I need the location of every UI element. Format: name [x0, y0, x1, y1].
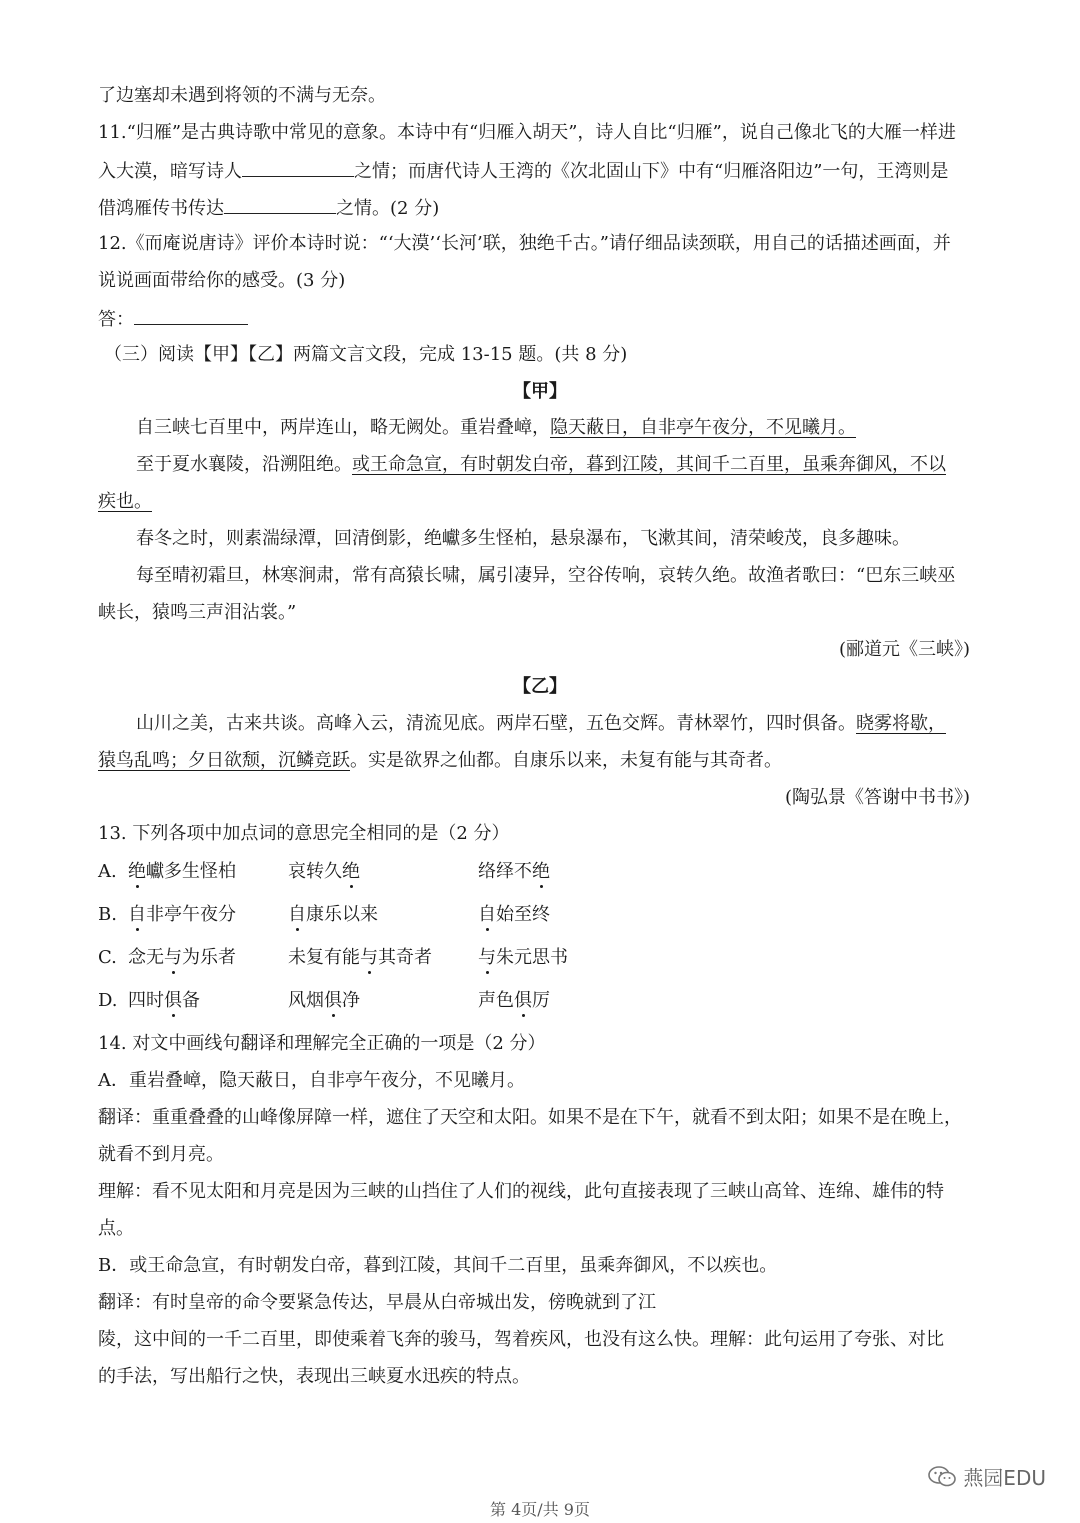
- q11-line2: [98, 158, 948, 184]
- q14-a-understanding-2: 点。: [98, 1218, 134, 1239]
- option-d-item3-post: 厉: [532, 990, 550, 1011]
- option-b-item1-rest: 非亭午夜分: [146, 904, 236, 925]
- option-b-item2-rest: 康乐以来: [306, 904, 378, 925]
- q11-line3-pre: 借鸿雁传书传达: [98, 198, 224, 219]
- dotted-char: 自: [128, 904, 146, 925]
- dotted-char: 与: [360, 947, 378, 968]
- option-a-label: A.: [98, 861, 117, 882]
- q11-blank1[interactable]: [242, 158, 354, 177]
- q14-option-a: A．重岩叠嶂，隐天蔽日，自非亭午夜分，不见曦月。: [98, 1070, 525, 1091]
- yi-source: (陶弘景《答谢中书书》): [784, 787, 970, 808]
- jia-para1: [136, 416, 856, 440]
- option-d-label: D.: [98, 990, 118, 1011]
- q14-a-translation-1: 翻译：重重叠叠的山峰像屏障一样，遮住了天空和太阳。如果不是在下午，就看不到太阳；如果不是在晚上，: [98, 1107, 962, 1128]
- q13-stem: 13. 下列各项中加点词的意思完全相同的是（2 分）: [98, 823, 510, 844]
- option-b-item3: [478, 903, 550, 927]
- option-c-item1-pre: 念无: [128, 947, 164, 968]
- q11-line1: 11.“归雁”是古典诗歌中常见的意象。本诗中有“归雁入胡天”，诗人自比“归雁”，说自己像北飞的大雁一样进: [98, 122, 956, 143]
- jia-p2-underline: 或王命急宣，有时朝发白帝，暮到江陵，其间千二百里，虽乘奔御风，不以: [352, 454, 946, 475]
- section-3-heading: （三）阅读【甲】【乙】两篇文言文段，完成 13-15 题。(共 8 分): [104, 344, 628, 365]
- answer-blank[interactable]: [134, 306, 248, 325]
- q14-a-translation-2: 就看不到月亮。: [98, 1144, 224, 1165]
- jia-para4: 每至晴初霜旦，林寒涧肃，常有高猿长啸，属引凄异，空谷传响，哀转久绝。故渔者歌曰：“巴东三峡巫: [136, 565, 956, 586]
- option-c-item1-post: 为乐者: [182, 947, 236, 968]
- q14-a-understanding-1: 理解：看不见太阳和月亮是因为三峡的山挡住了人们的视线，此句直接表现了三峡山高耸、连绵、雄伟的特: [98, 1181, 944, 1202]
- q13-option-b: [98, 903, 550, 927]
- q14-b-translation-2: 陵，这中间的一千二百里，即使乘着飞奔的骏马，驾着疾风，也没有这么快。理解：此句运用了夸张、对比: [98, 1329, 944, 1350]
- l1: 了边塞却未遇到将领的不满与无奈。: [98, 85, 386, 106]
- dotted-char: 俱: [514, 990, 532, 1011]
- option-a-item3-pre: 络绎不: [478, 861, 532, 882]
- option-c-item2: [288, 946, 432, 970]
- jia-p2-plain: 至于夏水襄陵，沿溯阻绝。: [136, 454, 352, 475]
- option-d-item2-pre: 风烟: [288, 990, 324, 1011]
- jia-para2: [136, 453, 946, 477]
- q13-option-d: [98, 989, 550, 1013]
- q12-line2: 说说画面带给你的感受。(3 分): [98, 270, 346, 291]
- option-c-item2-post: 其奇者: [378, 947, 432, 968]
- dotted-char: 与: [164, 947, 182, 968]
- jia-p1-underline: 隐天蔽日，自非亭午夜分，不见曦月: [550, 417, 838, 438]
- q11-line3: [98, 195, 439, 221]
- option-b-label: B.: [98, 904, 117, 925]
- dotted-char: 绝: [532, 861, 550, 882]
- watermark: [927, 1462, 1046, 1491]
- q14-stem: 14. 对文中画线句翻译和理解完全正确的一项是（2 分）: [98, 1033, 546, 1054]
- dotted-char: 俱: [164, 990, 182, 1011]
- yi-para1-cont: [98, 749, 782, 773]
- jia-source: (郦道元《三峡》): [838, 639, 970, 660]
- passage-jia-title: 【甲】: [513, 381, 567, 402]
- jia-para3: 春冬之时，则素湍绿潭，回清倒影，绝巘多生怪柏，悬泉瀑布，飞漱其间，清荣峻茂，良多趣味。: [136, 528, 910, 549]
- passage-yi-title: 【乙】: [513, 676, 567, 697]
- dotted-char: 与: [478, 947, 496, 968]
- yi-p1-underline: 晓雾将歇，: [856, 713, 946, 734]
- option-d-item1: [128, 989, 200, 1013]
- dotted-char: 俱: [324, 990, 342, 1011]
- option-c-item2-pre: 未复有能: [288, 947, 360, 968]
- q14-b-translation-3: 的手法，写出船行之快，表现出三峡夏水迅疾的特点。: [98, 1366, 530, 1387]
- yi-p1b-underline: 猿鸟乱鸣；夕日欲颓，沉鳞竞跃: [98, 750, 350, 771]
- option-d-item2-post: 净: [342, 990, 360, 1011]
- option-a-item1: [128, 860, 236, 884]
- jia-p1-end: 。: [838, 417, 856, 438]
- option-d-item3: [478, 989, 550, 1013]
- option-a-item2: [288, 860, 360, 884]
- wechat-icon: [927, 1464, 957, 1490]
- option-b-item2: [288, 903, 378, 927]
- option-c-item3-rest: 朱元思书: [496, 947, 568, 968]
- option-d-item3-pre: 声色: [478, 990, 514, 1011]
- q13-option-c: [98, 946, 568, 970]
- dotted-char: 自: [478, 904, 496, 925]
- q12-line1: 12.《而庵说唐诗》评价本诗时说：“‘大漠’‘长河’联，独绝千古。”请仔细品读颈联，用自己的话描述画面，并: [98, 233, 951, 254]
- option-d-item1-pre: 四时: [128, 990, 164, 1011]
- yi-p1b-plain: 。实是欲界之仙都。自康乐以来，未复有能与其奇者。: [350, 750, 782, 771]
- option-b-item1: [128, 903, 236, 927]
- answer-line: [98, 306, 248, 332]
- option-c-item3: [478, 946, 568, 970]
- option-d-item2: [288, 989, 360, 1013]
- jia-p2b-underline: 疾也。: [98, 491, 152, 512]
- q11-line2-pre: 入大漠，暗写诗人: [98, 161, 242, 182]
- jia-para2-cont: [98, 490, 152, 514]
- yi-para1: [136, 712, 946, 736]
- answer-label: 答：: [98, 309, 134, 330]
- option-a-item2-pre: 哀转久: [288, 861, 342, 882]
- q14-b-translation-1: 翻译：有时皇帝的命令要紧急传达，早晨从白帝城出发，傍晚就到了江: [98, 1292, 656, 1313]
- dotted-char: 自: [288, 904, 306, 925]
- option-c-item1: [128, 946, 236, 970]
- dotted-char: 绝: [342, 861, 360, 882]
- option-a-item3: [478, 860, 550, 884]
- q13-option-a: [98, 860, 550, 884]
- yi-p1-plain: 山川之美，古来共谈。高峰入云，清流见底。两岸石壁，五色交辉。青林翠竹，四时俱备。: [136, 713, 856, 734]
- q11-line3-post: 之情。(2 分): [336, 198, 440, 219]
- q14-option-b: B．或王命急宣，有时朝发白帝，暮到江陵，其间千二百里，虽乘奔御风，不以疾也。: [98, 1255, 778, 1276]
- option-d-item1-post: 备: [182, 990, 200, 1011]
- option-a-item1-rest: 巘多生怪柏: [146, 861, 236, 882]
- jia-para4-cont: 峡长，猿鸣三声泪沾裳。”: [98, 602, 297, 623]
- watermark-text: 燕园EDU: [963, 1466, 1046, 1490]
- dotted-char: 绝: [128, 861, 146, 882]
- option-c-label: C.: [98, 947, 117, 968]
- option-b-item3-rest: 始至终: [496, 904, 550, 925]
- jia-p1-plain: 自三峡七百里中，两岸连山，略无阙处。重岩叠嶂，: [136, 417, 550, 438]
- page-number: 第 4页/共 9页: [490, 1500, 590, 1519]
- q11-blank2[interactable]: [224, 195, 336, 214]
- q11-line2-post: 之情；而唐代诗人王湾的《次北固山下》中有“归雁洛阳边”一句，王湾则是: [354, 161, 949, 182]
